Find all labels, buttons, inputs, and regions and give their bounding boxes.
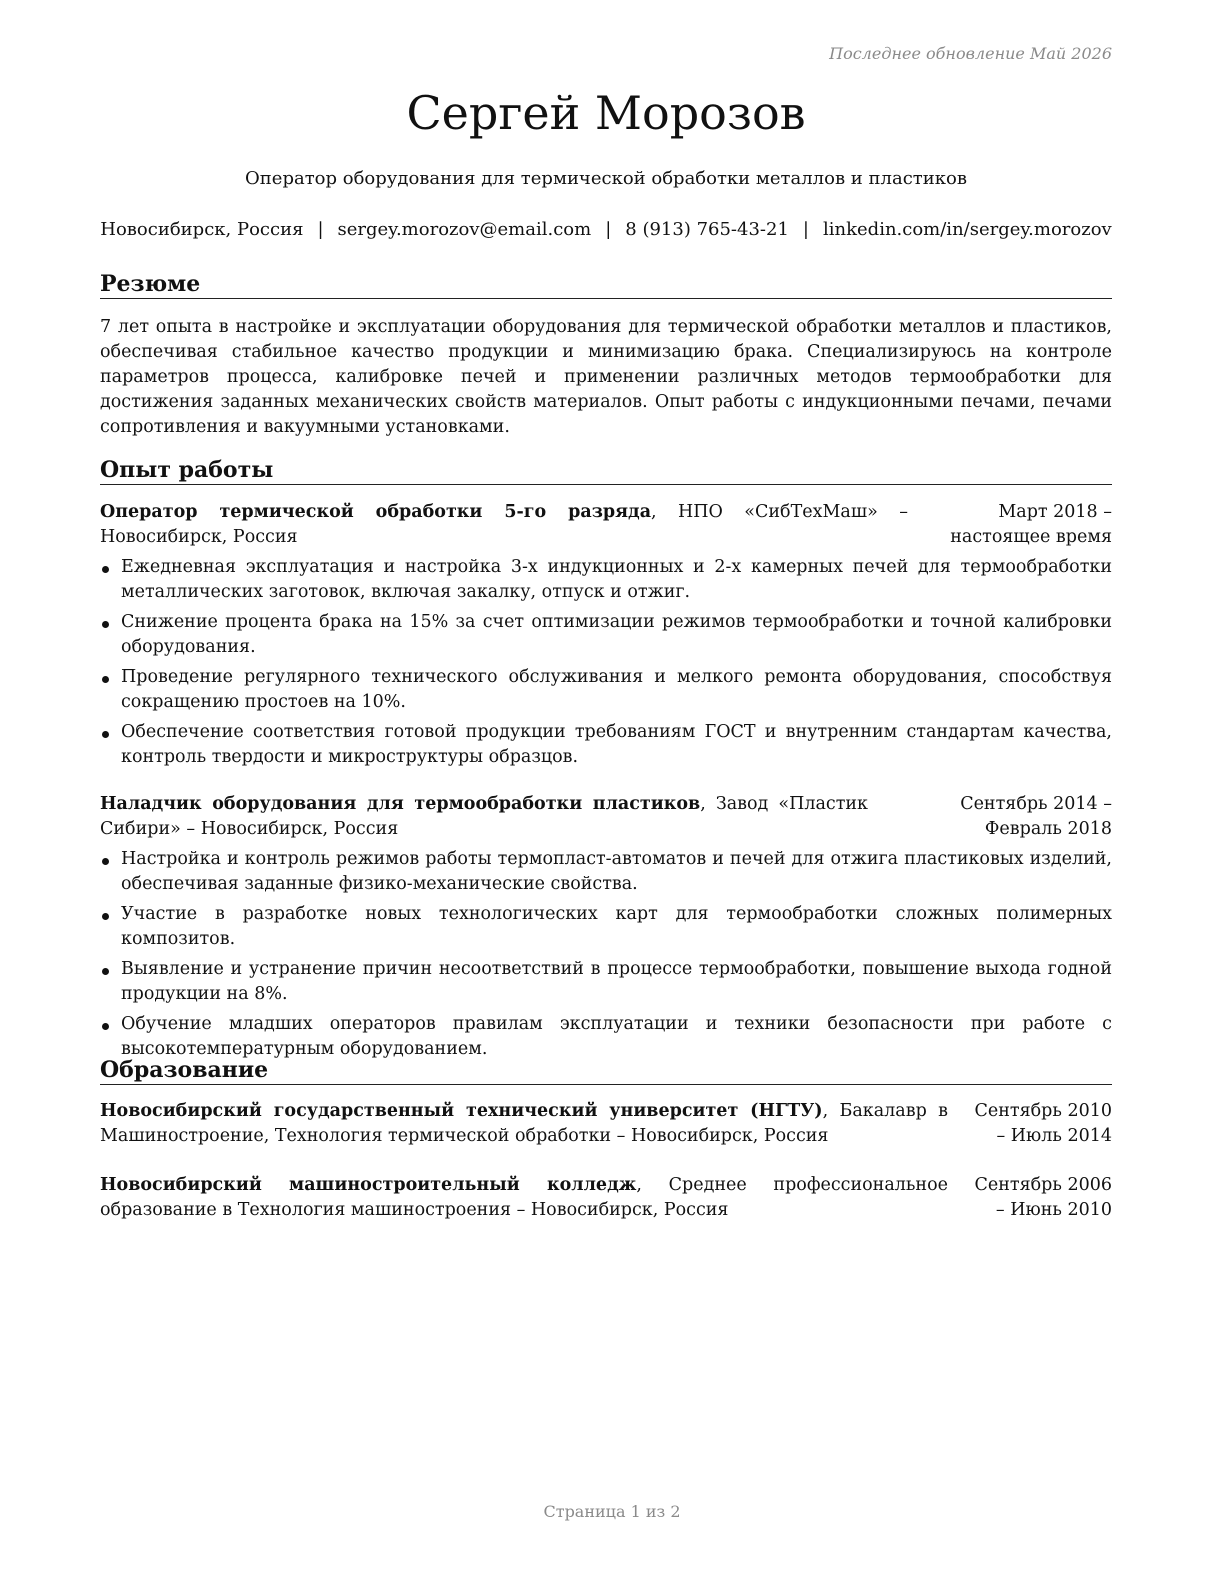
bullet-icon: [102, 968, 109, 975]
education-details: , Среднее профессиональное образование в Технология машиностроения – Новосибирск, Россия: [100, 1175, 948, 1220]
contact-linkedin[interactable]: linkedin.com/in/sergey.morozov: [823, 219, 1112, 240]
job-heading: [100, 792, 868, 842]
institution-name: Новосибирский государственный технический университет (НГТУ): [100, 1101, 823, 1121]
separator: |: [605, 219, 612, 240]
education-header: [100, 1173, 1112, 1223]
bullet-icon: [102, 858, 109, 865]
bullet-icon: [102, 566, 109, 573]
list-item: [100, 902, 1112, 952]
bullet-text: Выявление и устранение причин несоответствий в процессе термообработки, повышение выхода годной продукции на 8%.: [121, 959, 1112, 1004]
institution-name: Новосибирский машиностроительный колледж: [100, 1175, 637, 1195]
job-company: , Завод «Пластик Сибири» – Новосибирск, Россия: [100, 794, 868, 839]
list-item: [100, 610, 1112, 660]
job-header: [100, 792, 1112, 842]
bullet-text: Обучение младших операторов правилам эксплуатации и техники безопасности при работе с высокотемпературным оборудованием.: [121, 1014, 1112, 1059]
education-dates: Сентябрь 2010 – Июль 2014: [974, 1101, 1112, 1146]
job-position: Оператор термической обработки 5-го разряда: [100, 502, 652, 522]
bullet-text: Участие в разработке новых технологических карт для термообработки сложных полимерных композитов.: [121, 904, 1112, 949]
contact-email[interactable]: sergey.morozov@email.com: [337, 219, 592, 240]
bullet-icon: [102, 621, 109, 628]
separator: |: [802, 219, 809, 240]
education-heading: [100, 1099, 948, 1149]
bullet-icon: [102, 1023, 109, 1030]
bullet-icon: [102, 913, 109, 920]
bullet-text: Настройка и контроль режимов работы термопласт-автоматов и печей для отжига пластиковых изделий, обеспечивая заданные физико-механические свойства.: [121, 849, 1112, 894]
job-heading: [100, 500, 908, 550]
bullet-text: Ежедневная эксплуатация и настройка 3-х индукционных и 2-х камерных печей для термообработки металлических заготовок, включая закалку, отпуск и отжиг.: [121, 557, 1112, 602]
job-header: [100, 500, 1112, 550]
bullet-text: Проведение регулярного технического обслуживания и мелкого ремонта оборудования, способствуя сокращению простоев на 10%.: [121, 667, 1112, 712]
education-heading: [100, 1173, 948, 1223]
bullet-text: Снижение процента брака на 15% за счет оптимизации режимов термообработки и точной калибровки оборудования.: [121, 612, 1112, 657]
list-item: [100, 720, 1112, 770]
separator: |: [317, 219, 324, 240]
contact-phone[interactable]: 8 (913) 765-43-21: [625, 219, 789, 240]
section-title-education: Образование: [100, 1056, 1112, 1085]
list-item: [100, 847, 1112, 897]
list-item: [100, 665, 1112, 715]
education-header: [100, 1099, 1112, 1149]
list-item: [100, 957, 1112, 1007]
contact-line: [100, 219, 1112, 240]
page-number: Страница 1 из 2: [543, 1502, 681, 1521]
summary-text: 7 лет опыта в настройке и эксплуатации оборудования для термической обработки металлов и пластиков, обеспечивая стабильное качество продукции и минимизацию брака. Специализируюсь на контроле параметров процесса, калибровке печей и применении различных методов термообработки для достижения заданных механических свойств материалов. Опыт работы с индукционными печами, печами сопротивления и вакуумными установками.: [100, 317, 1112, 437]
education-details: , Бакалавр в Машиностроение, Технология термической обработки – Новосибирск, Россия: [100, 1101, 949, 1146]
bullet-text: Обеспечение соответствия готовой продукции требованиям ГОСТ и внутренним стандартам качества, контроль твердости и микроструктуры образцов.: [121, 722, 1112, 767]
job-position: Наладчик оборудования для термообработки пластиков: [100, 794, 701, 814]
last-updated: Последнее обновление Май 2026: [829, 44, 1112, 63]
job-company: , НПО «СибТехМаш» – Новосибирск, Россия: [100, 502, 908, 547]
list-item: [100, 1012, 1112, 1062]
person-name: Сергей Морозов: [406, 86, 806, 140]
bullet-icon: [102, 731, 109, 738]
contact-location: Новосибирск, Россия: [100, 219, 304, 240]
list-item: [100, 555, 1112, 605]
job-dates: Сентябрь 2014 – Февраль 2018: [960, 794, 1112, 839]
job-bullets: [100, 847, 1112, 1067]
section-title-experience: Опыт работы: [100, 456, 1112, 485]
job-dates: Март 2018 – настоящее время: [950, 502, 1112, 547]
job-bullets: [100, 555, 1112, 775]
bullet-icon: [102, 676, 109, 683]
job-title: Оператор оборудования для термической обработки металлов и пластиков: [245, 168, 967, 189]
section-title-summary: Резюме: [100, 270, 1112, 299]
education-dates: Сентябрь 2006 – Июнь 2010: [974, 1175, 1112, 1220]
